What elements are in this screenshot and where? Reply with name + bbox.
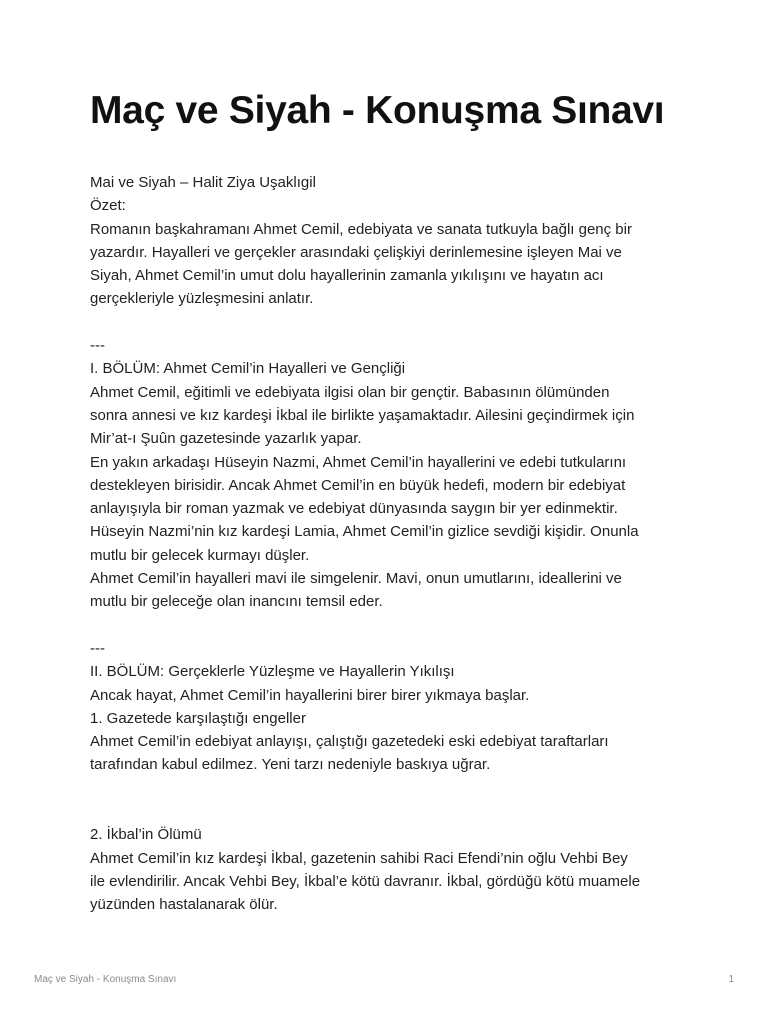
- subsection2-line: Ahmet Cemil’in kız kardeşi İkbal, gazetenin sahibi Raci Efendi’nin oğlu Vehbi Bey: [90, 849, 628, 867]
- section1-line: En yakın arkadaşı Hüseyin Nazmi, Ahmet Cemil’in hayallerini ve edebi tutkularını: [90, 453, 627, 471]
- section1-line: mutlu bir gelecek kurmayı düşler.: [90, 546, 310, 564]
- section2-intro: Ancak hayat, Ahmet Cemil’in hayallerini birer birer yıkmaya başlar.: [90, 686, 530, 704]
- section1-heading: I. BÖLÜM: Ahmet Cemil’in Hayalleri ve Gençliği: [90, 360, 406, 378]
- section-separator: ---: [90, 337, 105, 355]
- document-body: [90, 171, 690, 917]
- subsection1-heading: 1. Gazetede karşılaştığı engeller: [90, 709, 306, 727]
- spacer: [90, 311, 690, 334]
- section1-line: Ahmet Cemil’in hayalleri mavi ile simgelenir. Mavi, onun umutlarını, ideallerini ve: [90, 570, 622, 588]
- subsection2-heading: 2. İkbal’in Ölümü: [90, 826, 202, 844]
- subsection1-line: tarafından kabul edilmez. Yeni tarzı nedeniyle baskıya uğrar.: [90, 756, 491, 774]
- section1-line: sonra annesi ve kız kardeşi İkbal ile birlikte yaşamaktadır. Ailesini geçindirmek için: [90, 406, 635, 424]
- subsection1-line: Ahmet Cemil’in edebiyat anlayışı, çalıştığı gazetedeki eski edebiyat taraftarları: [90, 733, 609, 751]
- intro-heading: Mai ve Siyah – Halit Ziya Uşaklıgil: [90, 174, 316, 191]
- page-title: Maç ve Siyah - Konuşma Sınavı: [90, 89, 665, 132]
- section2-heading: II. BÖLÜM: Gerçeklerle Yüzleşme ve Hayallerin Yıkılışı: [90, 663, 455, 681]
- intro-line: gerçekleriyle yüzleşmesini anlatır.: [90, 290, 314, 308]
- intro-line: Siyah, Ahmet Cemil’in umut dolu hayallerinin zamanla yıkılışını ve hayatın acı: [90, 267, 604, 285]
- spacer: [90, 777, 690, 824]
- section1-line: Mir’at-ı Şuûn gazetesinde yazarlık yapar.: [90, 430, 362, 448]
- section-separator: ---: [90, 639, 105, 657]
- page-footer: [34, 974, 734, 985]
- subsection2-line: yüzünden hastalanarak ölür.: [90, 896, 278, 914]
- footer-title: Maç ve Siyah - Konuşma Sınavı: [34, 974, 177, 985]
- section1-line: mutlu bir geleceğe olan inancını temsil eder.: [90, 593, 383, 611]
- page-number: 1: [728, 974, 734, 985]
- intro-line: yazardır. Hayalleri ve gerçekler arasındaki çelişkiyi derinlemesine işleyen Mai ve: [90, 243, 622, 261]
- section1-line: anlayışıyla bir roman yazmak ve edebiyat dünyasında saygın bir yer edinmektir.: [90, 500, 618, 518]
- section1-line: Hüseyin Nazmi’nin kız kardeşi Lamia, Ahmet Cemil’in gizlice sevdiği kişidir. Onunla: [90, 523, 639, 541]
- intro-line: Romanın başkahramanı Ahmet Cemil, edebiyata ve sanata tutkuyla bağlı genç bir: [90, 220, 632, 238]
- subsection2-line: ile evlendirilir. Ancak Vehbi Bey, İkbal’e kötü davranır. İkbal, gördüğü kötü muamele: [90, 872, 641, 890]
- summary-label: Özet:: [90, 197, 126, 215]
- spacer: [90, 614, 690, 637]
- section1-line: Ahmet Cemil, eğitimli ve edebiyata ilgisi olan bir gençtir. Babasının ölümünden: [90, 383, 610, 401]
- section1-line: destekleyen birisidir. Ancak Ahmet Cemil’in en büyük hedefi, modern bir edebiyat: [90, 476, 626, 494]
